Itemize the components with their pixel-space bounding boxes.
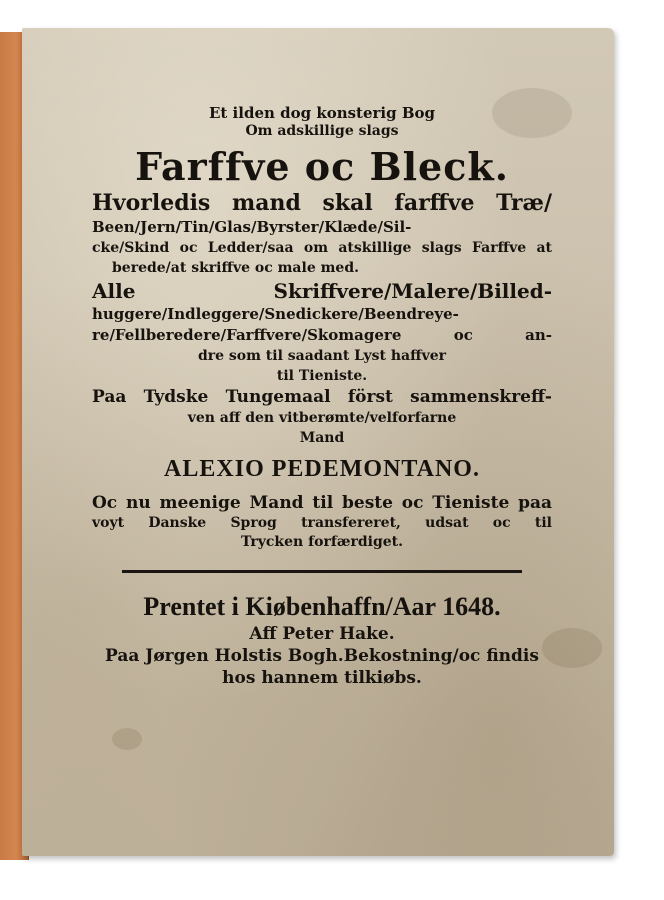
heading-line-1: Et ilden dog konsterig Bog xyxy=(208,104,436,122)
title-page-text xyxy=(92,104,552,689)
title-page xyxy=(22,28,614,856)
author-name: ALEXIO PEDEMONTANO. xyxy=(164,456,480,482)
imprint-publisher: Paa Jørgen Holstis Bogh.Bekostning/oc findis xyxy=(105,646,539,666)
description-line: Hvorledis mand skal farffve Træ/ xyxy=(92,190,552,216)
paper-stain xyxy=(112,728,142,750)
translation-line: Paa Tydske Tungemaal först sammenskreff- xyxy=(92,387,552,407)
main-title: Farffve oc Bleck. xyxy=(135,144,509,189)
imprint-printer: Aff Peter Hake. xyxy=(249,624,395,644)
dedication-line: voyt Danske Sprog transfereret, udsat oc til xyxy=(92,515,552,531)
heading-line-2: Om adskillige slags xyxy=(245,123,399,139)
description-line: Been/Jern/Tin/Glas/Byrster/Klæde/Sil- xyxy=(92,218,412,236)
horizontal-rule xyxy=(122,570,522,573)
trades-line: huggere/Indleggere/Snedickere/Beendreye- xyxy=(92,305,459,323)
description-line: berede/at skriffve oc male med. xyxy=(112,260,359,276)
imprint-place-year: Prentet i Kiøbenhaffn/Aar 1648. xyxy=(143,592,501,621)
description-line: cke/Skind oc Ledder/saa om atskillige slags Farffve at xyxy=(92,240,552,256)
translation-line: Mand xyxy=(299,430,345,446)
dedication-line: Oc nu meenige Mand til beste oc Tieniste paa xyxy=(92,493,552,513)
trades-line: re/Fellberedere/Farffvere/Skomagere oc an- xyxy=(92,326,552,344)
trades-line: dre som til saadant Lyst haffver xyxy=(197,348,447,364)
dedication-line: Trycken forfærdiget. xyxy=(240,534,404,550)
imprint-availability: hos hannem tilkiøbs. xyxy=(222,668,422,688)
trades-line: til Tieniste. xyxy=(276,368,368,384)
trades-line: Alle Skriffvere/Malere/Billed- xyxy=(92,279,552,303)
translation-line: ven aff den vitberømte/velforfarne xyxy=(187,410,457,426)
